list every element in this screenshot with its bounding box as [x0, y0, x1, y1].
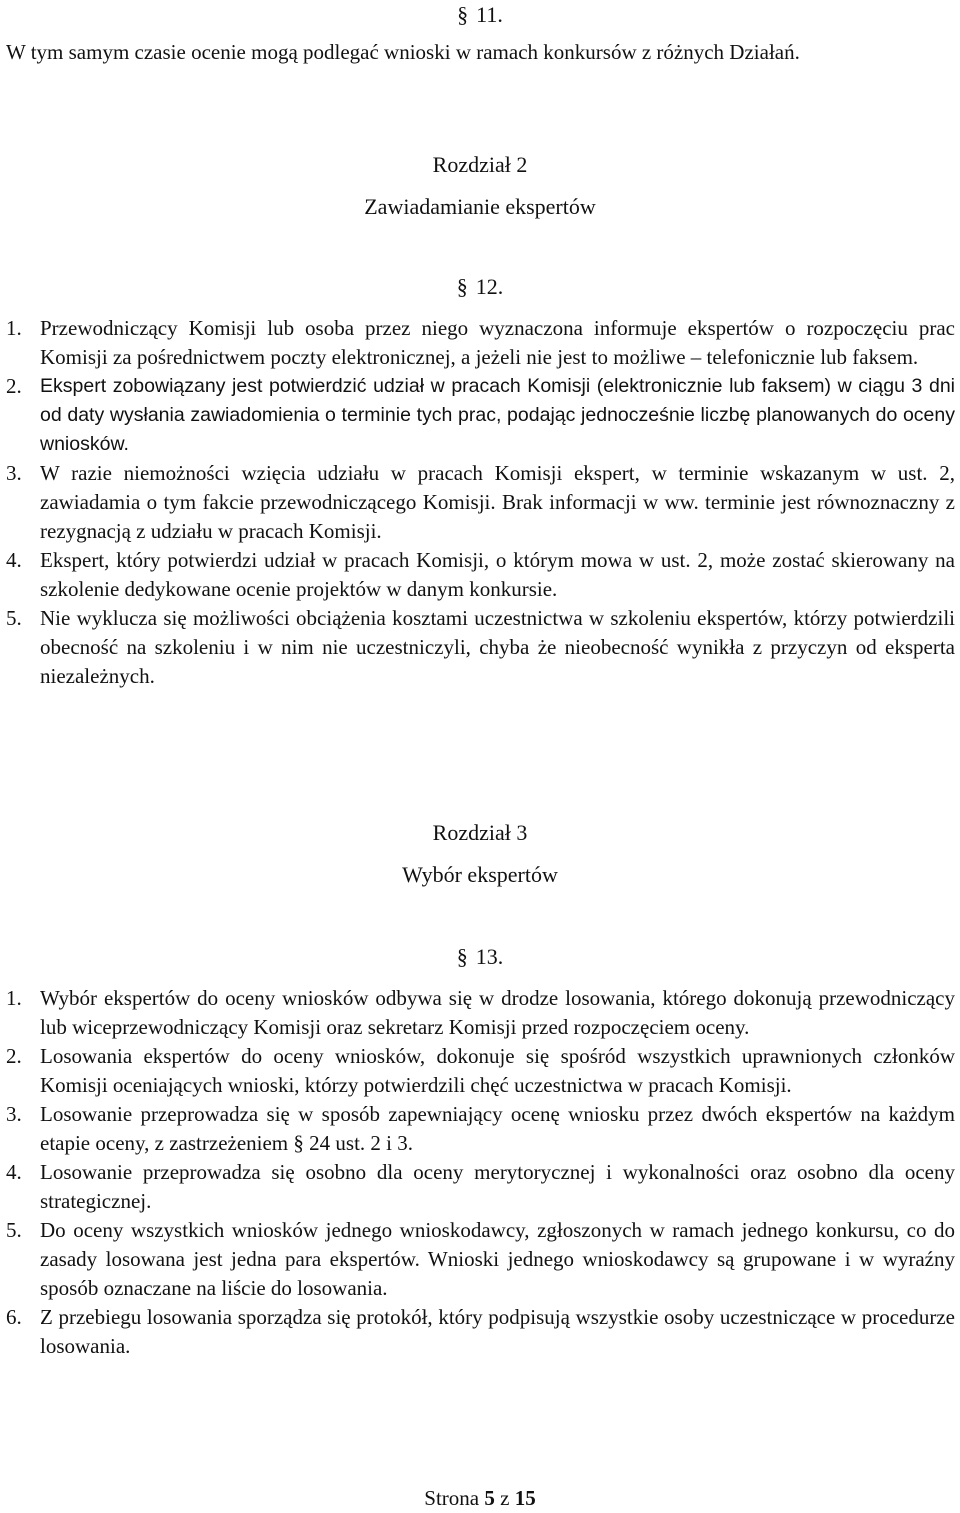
item-text: Losowanie przeprowadza się osobno dla oceny merytorycznej i wykonalności oraz osobno dla oceny strategicznej. [40, 1160, 955, 1213]
list-item [6, 372, 955, 459]
item-text: Ekspert zobowiązany jest potwierdzić udział w pracach Komisji (elektronicznie lub faksem) w ciągu 3 dni od daty wysłania zawiadomienia o terminie tych prac, podając jednocześnie liczbę planowanych do oceny wniosków. [40, 375, 955, 455]
list-item [6, 1303, 955, 1361]
item-text: Z przebiegu losowania sporządza się protokół, który podpisują wszystkie osoby uczestniczące w procedurze losowania. [40, 1305, 955, 1358]
chapter-2-subtitle: Zawiadamianie ekspertów [364, 194, 596, 219]
list-item [6, 1042, 955, 1100]
section-symbol: § [456, 944, 468, 969]
item-text: Losowanie przeprowadza się w sposób zapewniający ocenę wniosku przez dwóch ekspertów na każdym etapie oceny, z zastrzeżeniem § 24 ust. 2 i 3. [40, 1102, 955, 1155]
item-text: Ekspert, który potwierdzi udział w pracach Komisji, o którym mowa w ust. 2, może zostać skierowany na szkolenie dedykowane ocenie projektów w danym konkursie. [40, 548, 955, 601]
item-number: 2. [6, 374, 22, 398]
item-number: 5. [6, 606, 22, 630]
footer-sep: z [500, 1486, 510, 1510]
item-number: 1. [6, 986, 22, 1010]
footer-current-page: 5 [484, 1486, 495, 1510]
item-number: 1. [6, 316, 22, 340]
item-number: 2. [6, 1044, 22, 1068]
list-item [6, 984, 955, 1042]
section-12-list [6, 314, 955, 691]
intro-paragraph [6, 38, 955, 67]
intro-text: W tym samym czasie ocenie mogą podlegać wnioski w ramach konkursów z różnych Działań. [6, 40, 800, 64]
item-number: 3. [6, 461, 22, 485]
list-item [6, 459, 955, 546]
section-heading-12 [0, 272, 960, 301]
footer-total-pages: 15 [514, 1486, 536, 1510]
item-text: W razie niemożności wzięcia udziału w pracach Komisji ekspert, w terminie wskazanym w ust. 2, zawiadamia o tym fakcie przewodniczącego Komisji. Brak informacji w ww. terminie jest równoznaczny z rezygnacją z udziału w pracach Komisji. [40, 461, 955, 543]
chapter-3-title: Rozdział 3 [432, 820, 528, 845]
footer-prefix: Strona [424, 1486, 480, 1510]
item-text: Do oceny wszystkich wniosków jednego wnioskodawcy, zgłoszonych w ramach jednego konkursu, co do zasady losowana jest jedna para ekspertów. Wnioski jednego wnioskodawcy są grupowane i w wyraźny sposób oznaczane na liście do losowania. [40, 1218, 955, 1300]
list-item [6, 604, 955, 691]
section-number: 11. [476, 2, 503, 27]
section-number: 12. [475, 274, 504, 299]
item-text: Losowania ekspertów do oceny wniosków, dokonuje się spośród wszystkich uprawnionych członków Komisji oceniających wnioski, którzy potwierdzili chęć uczestnictwa w pracach Komisji. [40, 1044, 955, 1097]
item-text: Nie wyklucza się możliwości obciążenia kosztami uczestnictwa w szkoleniu ekspertów, którzy potwierdzili obecność na szkoleniu i w nim nie uczestniczyli, chyba że nieobecność wynikła z przyczyn od eksperta niezależnych. [40, 606, 955, 688]
item-text: Wybór ekspertów do oceny wniosków odbywa się w drodze losowania, którego dokonują przewodniczący lub wiceprzewodniczący Komisji oraz sekretarz Komisji przed rozpoczęciem oceny. [40, 986, 955, 1039]
list-item [6, 1216, 955, 1303]
list-item [6, 1100, 955, 1158]
item-number: 5. [6, 1218, 22, 1242]
item-number: 3. [6, 1102, 22, 1126]
chapter-2-title: Rozdział 2 [432, 152, 528, 177]
list-item [6, 1158, 955, 1216]
section-13-list [6, 984, 955, 1361]
item-number: 6. [6, 1305, 22, 1329]
list-item [6, 314, 955, 372]
chapter-3-subtitle: Wybór ekspertów [402, 862, 558, 887]
item-number: 4. [6, 548, 22, 572]
list-item [6, 546, 955, 604]
section-heading-13 [0, 942, 960, 971]
section-symbol: § [457, 2, 469, 27]
item-text: Przewodniczący Komisji lub osoba przez niego wyznaczona informuje ekspertów o rozpoczęciu prac Komisji za pośrednictwem poczty elektronicznej, a jeżeli nie jest to możliwe – telefonicznie lub faksem. [40, 316, 955, 369]
section-number: 13. [475, 944, 504, 969]
section-heading-11 [0, 0, 960, 29]
section-symbol: § [456, 274, 468, 299]
item-number: 4. [6, 1160, 22, 1184]
